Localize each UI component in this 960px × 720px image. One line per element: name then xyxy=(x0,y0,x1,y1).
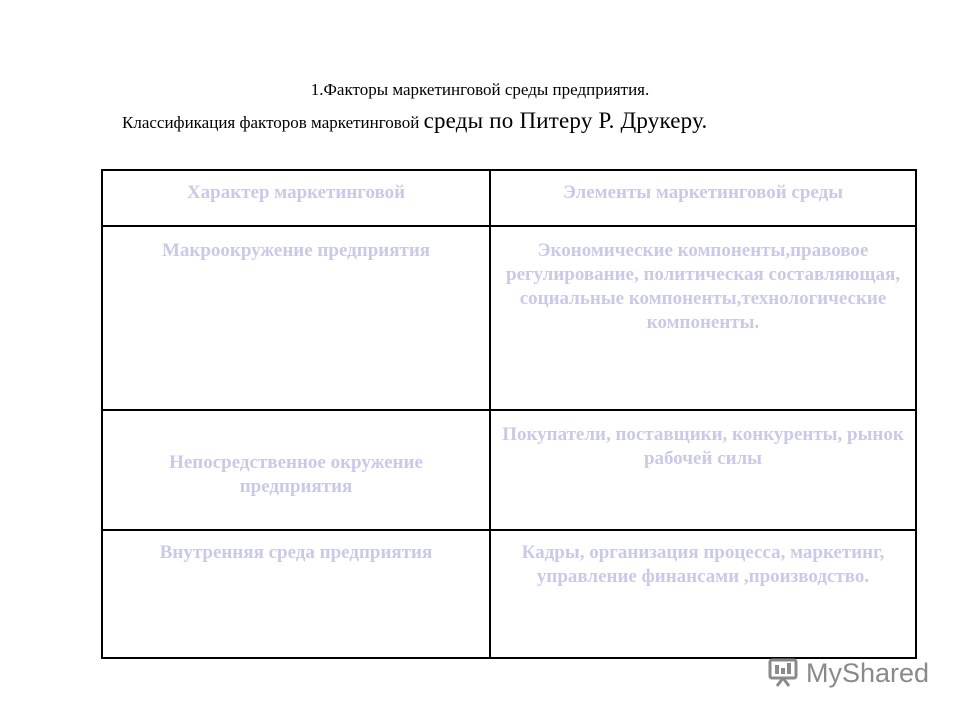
table-cell: Непосредственное окружение предприятия xyxy=(102,410,490,530)
watermark-text: MyShared xyxy=(806,657,930,688)
header-cell-elements: Элементы маркетинговой среды xyxy=(490,170,916,226)
table-cell: Макроокружение предприятия xyxy=(102,226,490,410)
title-line-2 xyxy=(122,108,707,134)
header-cell-character: Характер маркетинговой xyxy=(102,170,490,226)
table-row xyxy=(102,226,916,410)
factors-table xyxy=(101,169,917,659)
table-cell: Внутренняя среда предприятия xyxy=(102,530,490,658)
table-cell: Покупатели, поставщики, конкуренты, рынок рабочей силы xyxy=(490,410,916,530)
title-line-2-small: Классификация факторов маркетинговой xyxy=(122,113,424,132)
table-cell: Кадры, организация процесса, маркетинг, управление финансами ,производство. xyxy=(490,530,916,658)
presentation-icon xyxy=(766,658,802,688)
table-row xyxy=(102,530,916,658)
title-line-2-large: среды по Питеру Р. Друкеру. xyxy=(423,108,708,133)
watermark-logo xyxy=(766,656,929,690)
table-row xyxy=(102,410,916,530)
table-cell: Экономические компоненты,правовое регулирование, политическая составляющая, социальные компоненты,технологические компоненты. xyxy=(490,226,916,410)
title-line-1: 1.Факторы маркетинговой среды предприятия. xyxy=(310,80,650,99)
table-header-row xyxy=(102,170,916,226)
